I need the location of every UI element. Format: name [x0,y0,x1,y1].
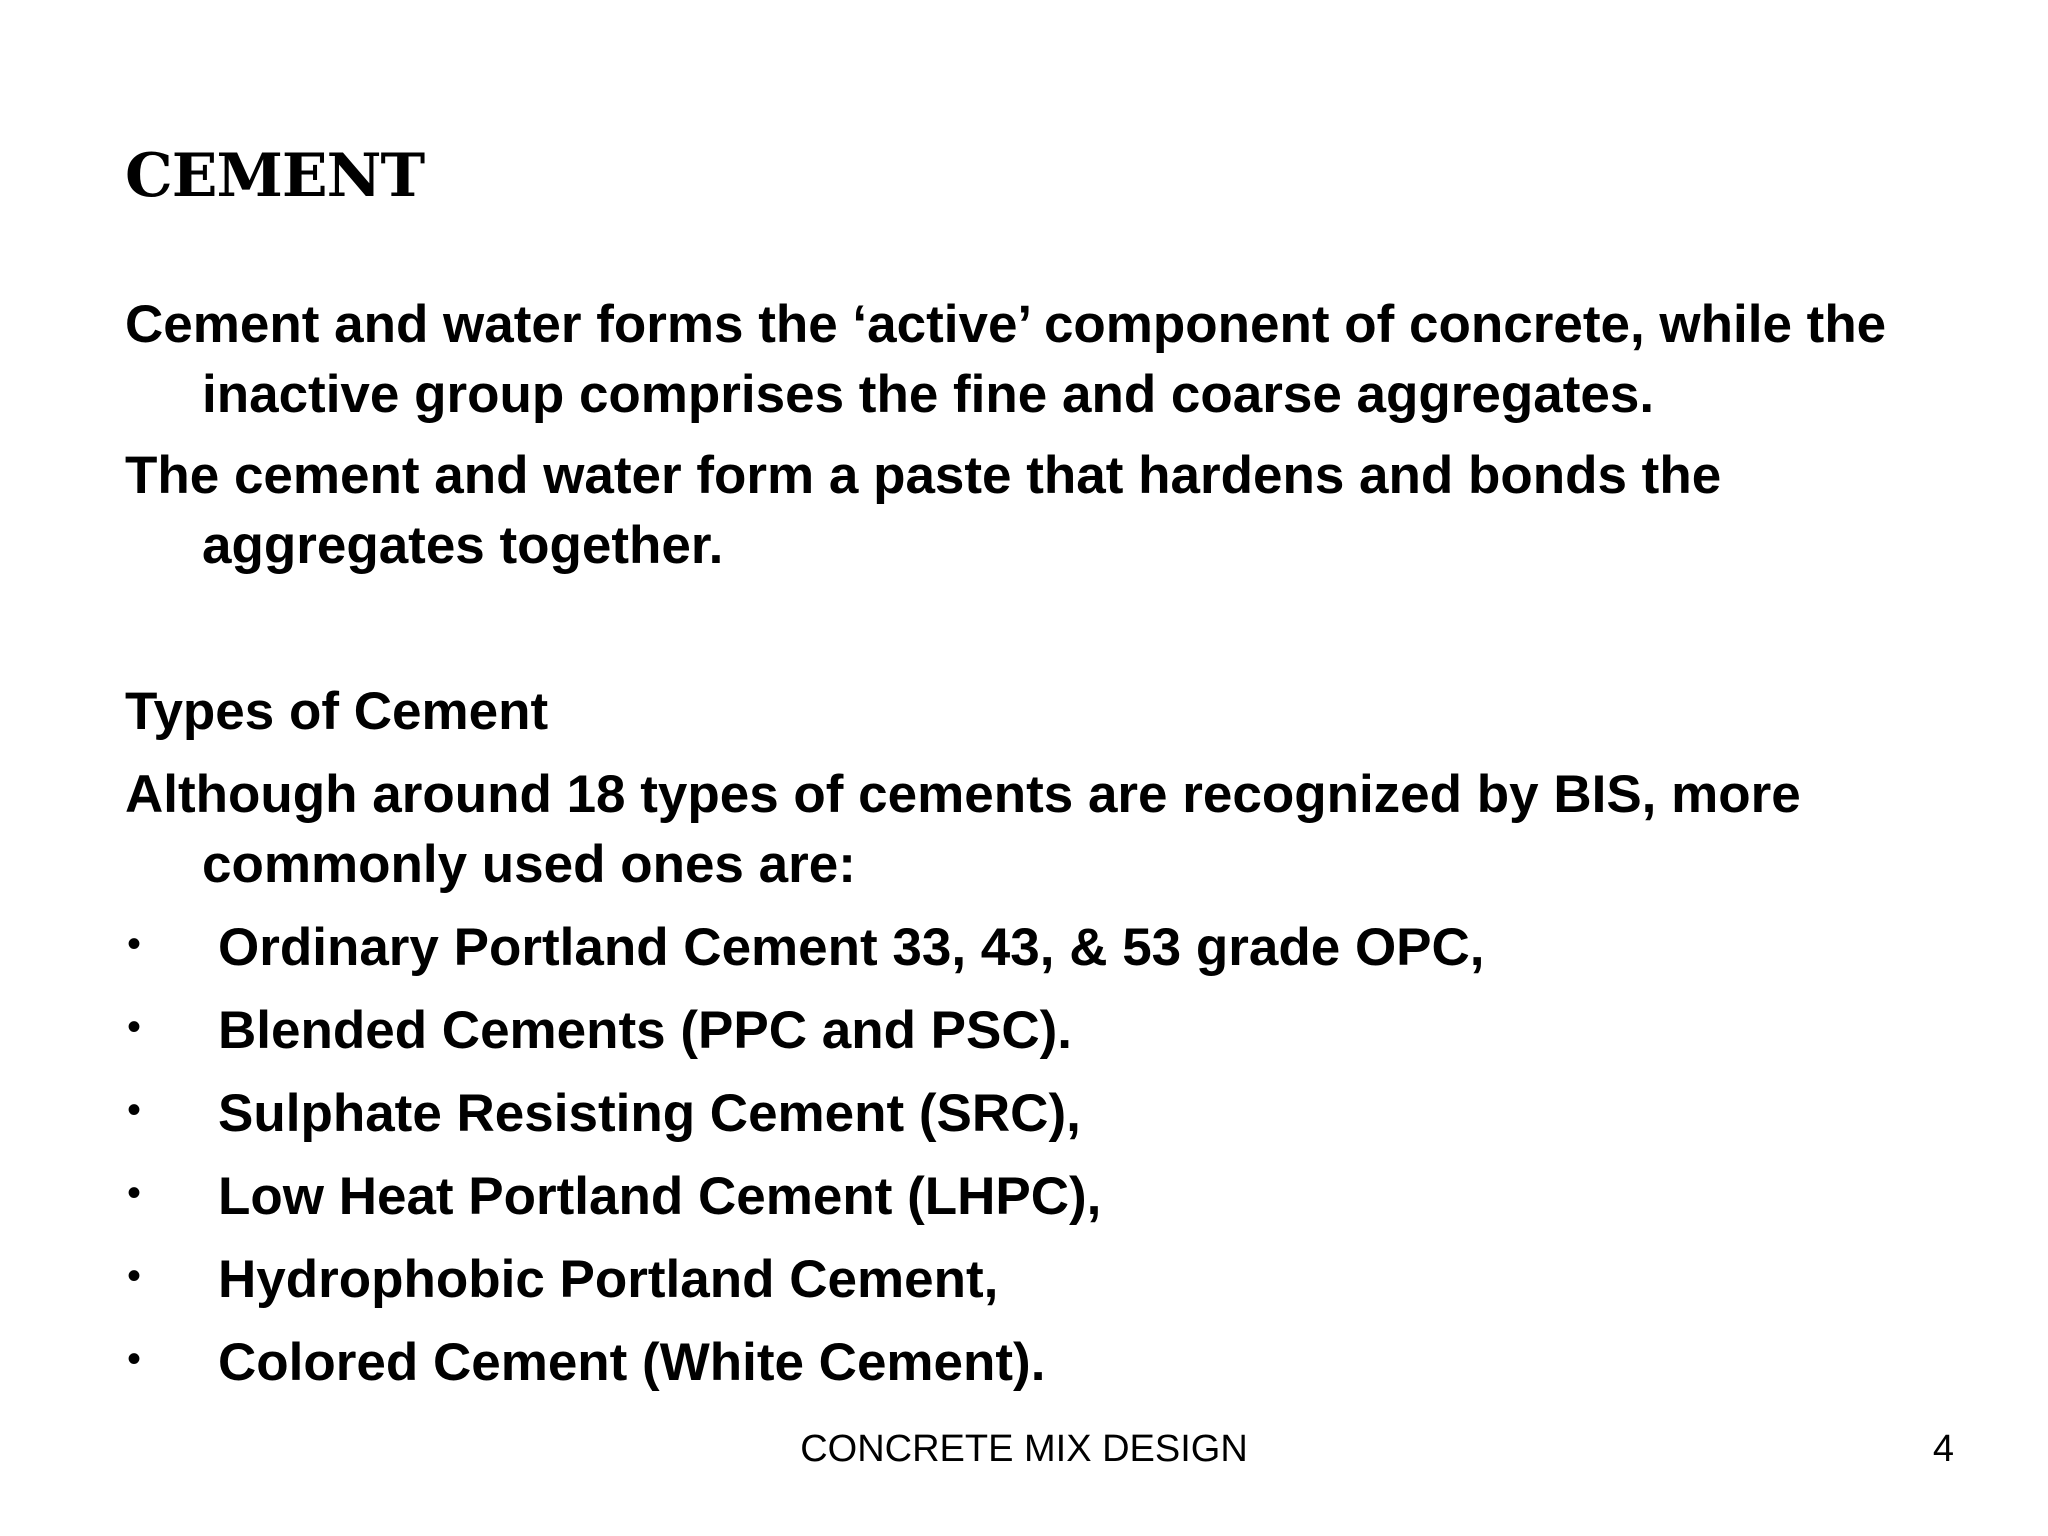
list-item-text: Colored Cement (White Cement). [218,1333,1046,1392]
list-item-text: Ordinary Portland Cement 33, 43, & 53 grade OPC, [218,918,1485,977]
paragraph-bis-types: Although around 18 types of cements are recognized by BIS, more commonly used ones are: [125,765,1801,894]
paragraph-active-component: Cement and water forms the ‘active’ component of concrete, while the inactive group comprises the fine and coarse aggregates. [125,295,1887,424]
slide-title: CEMENT [125,141,425,211]
list-item-text: Low Heat Portland Cement (LHPC), [218,1167,1102,1226]
footer-title: CONCRETE MIX DESIGN [800,1428,1248,1470]
bullet-icon: • [127,1005,142,1049]
bullet-icon: • [127,1171,142,1215]
list-item-text: Blended Cements (PPC and PSC). [218,1001,1073,1060]
bullet-icon: • [127,1337,142,1381]
page-number: 4 [1932,1428,1954,1470]
list-item-text: Hydrophobic Portland Cement, [218,1250,999,1309]
bullet-icon: • [127,922,142,966]
bullet-icon: • [127,1254,142,1298]
paragraph-paste-bonds: The cement and water form a paste that hardens and bonds the aggregates together. [125,446,1722,575]
types-of-cement-heading: Types of Cement [125,682,549,741]
bullet-icon: • [127,1088,142,1132]
list-item-text: Sulphate Resisting Cement (SRC), [218,1084,1081,1143]
